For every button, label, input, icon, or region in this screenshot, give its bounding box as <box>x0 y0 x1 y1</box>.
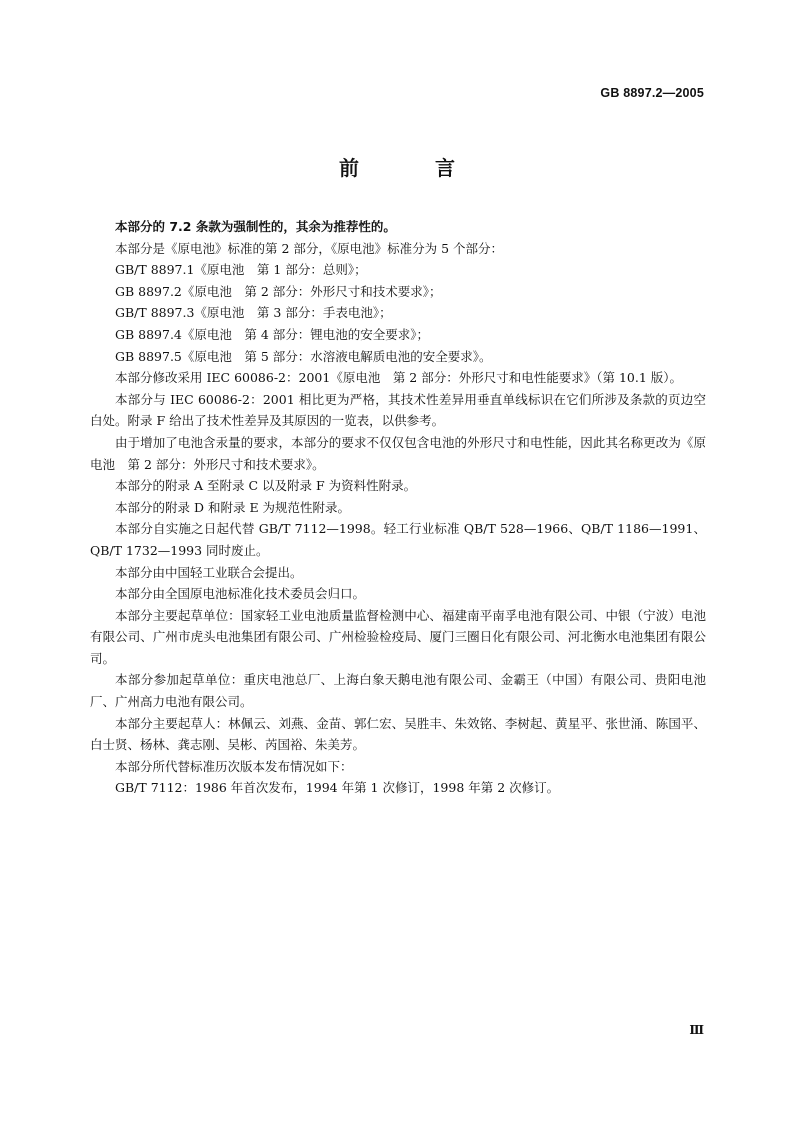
paragraph-part-1: GB/T 8897.1《原电池 第 1 部分：总则》； <box>115 262 367 278</box>
paragraph-main-drafting-units: 本部分主要起草单位：国家轻工业电池质量监督检测中心、福建南平南孚电池有限公司、中银（宁波）电池有限公司、广州市虎头电池集团有限公司、广州检验检疫局、厦门三圈日化有限公司、河北衡水电池集团有限公司。 <box>90 607 706 666</box>
paragraph-name-change: 由于增加了电池含汞量的要求，本部分的要求不仅仅包含电池的外形尺寸和电性能，因此其名称更改为《原电池 第 2 部分：外形尺寸和技术要求》。 <box>90 434 706 472</box>
paragraph-mandatory-clause: 本部分的 7.2 条款为强制性的，其余为推荐性的。 <box>115 219 396 234</box>
paragraph-main-drafters: 本部分主要起草人：林佩云、刘燕、金苗、郭仁宏、吴胜丰、朱效铭、李树起、黄星平、张世涌、陈国平、白士贤、杨林、龚志刚、吴彬、芮国裕、朱美芳。 <box>90 715 706 753</box>
paragraph-part-3: GB/T 8897.3《原电池 第 3 部分：手表电池》； <box>115 305 392 321</box>
paragraph-part-2: GB 8897.2《原电池 第 2 部分：外形尺寸和技术要求》； <box>115 283 442 299</box>
page-number: Ⅲ <box>689 1023 704 1037</box>
standard-code: GB 8897.2—2005 <box>600 86 704 100</box>
paragraph-part-4: GB 8897.4《原电池 第 4 部分：锂电池的安全要求》； <box>115 326 430 342</box>
paragraph-technical-differences: 本部分与 IEC 60086-2：2001 相比更为严格，其技术性差异用垂直单线标识在它们所涉及条款的页边空白处。附录 F 给出了技术性差异及其原因的一览表，以供参考。 <box>90 391 706 429</box>
paragraph-history-intro: 本部分所代替标准历次版本发布情况如下： <box>115 758 353 774</box>
page-title: 前 言 <box>339 156 483 180</box>
paragraph-iec-adoption: 本部分修改采用 IEC 60086-2：2001《原电池 第 2 部分：外形尺寸和电性能要求》（第 10.1 版）。 <box>115 370 683 386</box>
paragraph-part-5: GB 8897.5《原电池 第 5 部分：水溶液电解质电池的安全要求》。 <box>115 348 492 364</box>
paragraph-standard-parts-intro: 本部分是《原电池》标准的第 2 部分，《原电池》标准分为 5 个部分： <box>115 240 504 256</box>
paragraph-administered-by: 本部分由全国原电池标准化技术委员会归口。 <box>115 586 366 602</box>
paragraph-history: GB/T 7112：1986 年首次发布，1994 年第 1 次修订，1998 年第 2 次修订。 <box>115 780 560 796</box>
paragraph-normative-annexes: 本部分的附录 D 和附录 E 为规范性附录。 <box>115 499 351 515</box>
foreword-body <box>90 216 706 799</box>
paragraph-replacement: 本部分自实施之日起代替 GB/T 7112—1998。轻工行业标准 QB/T 528—1966、QB/T 1186—1991、QB/T 1732—1993 同时废止。 <box>90 521 706 558</box>
paragraph-informative-annexes: 本部分的附录 A 至附录 C 以及附录 F 为资料性附录。 <box>115 478 417 494</box>
paragraph-participating-units: 本部分参加起草单位：重庆电池总厂、上海白象天鹅电池有限公司、金霸王（中国）有限公司、贵阳电池厂、广州高力电池有限公司。 <box>90 672 706 710</box>
paragraph-proposed-by: 本部分由中国轻工业联合会提出。 <box>115 564 303 580</box>
